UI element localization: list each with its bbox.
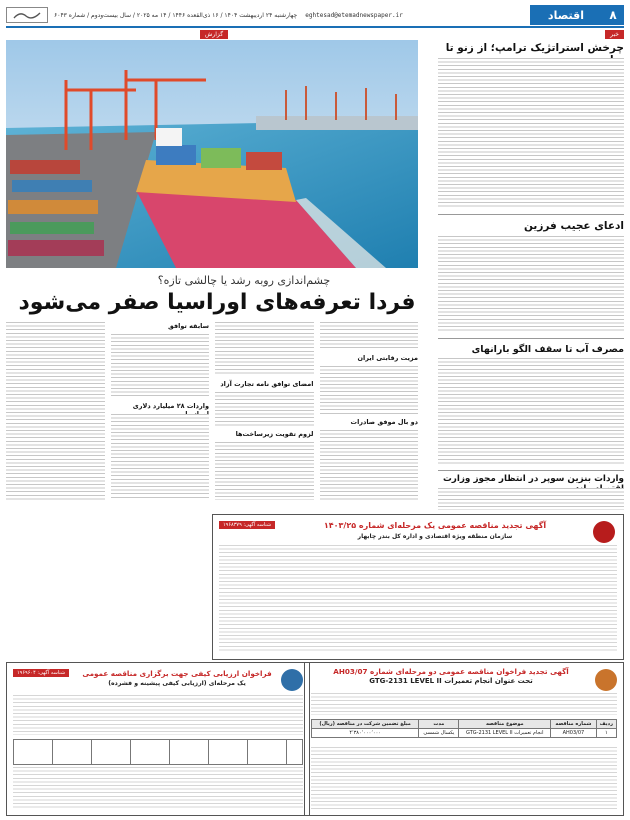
- table-cell: ۴٬۳۸۰٬۰۰۰٬۰۰۰: [312, 729, 419, 738]
- report-subhead: دو بال موفق صادرات: [350, 418, 418, 426]
- report-subhead: واردات ۲۸ میلیارد دلاری: [132, 402, 209, 410]
- organization-emblem-icon: [593, 521, 615, 543]
- report-columns: [6, 322, 418, 500]
- story-gasoline-title[interactable]: واردات بنزین سوپر در انتظار مجوز وزارت: [442, 474, 624, 484]
- ad-subtitle: سازمان منطقه ویژه اقتصادی و اداره کل بندر چابهار: [357, 533, 513, 540]
- masthead: [6, 4, 624, 28]
- report-kicker: چشم‌اندازی روبه رشد یا چالشی تازه؟: [157, 274, 331, 287]
- report-column-text: [6, 322, 105, 500]
- ad-title: فراخوان ارزیابی کیفی جهت برگزاری مناقصه عمومی: [82, 669, 272, 678]
- right-news-column: [438, 30, 624, 510]
- table-header: مدت: [419, 720, 459, 729]
- tender-table: [311, 719, 617, 738]
- news-tag: خبر: [605, 30, 624, 39]
- table-cell: یکسال شمسی: [419, 729, 459, 738]
- table-header: مبلغ تضمین شرکت در مناقصه (ریال): [312, 720, 419, 729]
- story-water-title[interactable]: مصرف آب تا سقف الگو بارانهای: [471, 344, 624, 355]
- ad-summary-table: [13, 739, 303, 765]
- ad-body-text: [13, 767, 303, 809]
- ad-subtitle: یک مرحله‌ای (ارزیابی کیفی پیشینه و فشرده): [108, 680, 246, 687]
- ad-body-text: [311, 747, 617, 809]
- story-farzin-body: [438, 236, 624, 332]
- ad-title: آگهی تجدید فراخوان مناقصه عمومی دو مرحله‌ای شماره AH03/07: [333, 667, 569, 676]
- report-subhead: امضای توافق نامه تجارت آزاد: [220, 380, 314, 388]
- report-column: [320, 322, 419, 500]
- report-column-text: [215, 322, 314, 376]
- report-column-text: [215, 442, 314, 500]
- report-subhead: مزیت رقابتی ایران: [357, 354, 418, 362]
- table-cell: AH03/07: [551, 729, 597, 738]
- container-ship-photo: [6, 40, 418, 268]
- story-divider: [438, 214, 624, 215]
- page-number: ۸: [602, 5, 624, 25]
- port-illustration: [6, 40, 418, 268]
- report-column: [6, 322, 105, 500]
- story-gasoline-body: [438, 488, 624, 510]
- website-address[interactable]: eghtesad@etemadnewspaper.ir: [305, 11, 403, 19]
- report-column-text: [215, 392, 314, 426]
- table-cell: انجام تعمیرات GTG-2131 LEVEL II: [459, 729, 551, 738]
- report-column: [215, 322, 314, 500]
- ad-title: آگهی تجدید مناقصه عمومی یک مرحله‌ای شماره ۱۴۰۳/۲۵: [323, 521, 547, 530]
- table-header: موضوع مناقصه: [459, 720, 551, 729]
- report-column-text: [320, 322, 419, 350]
- tender-ad-assessment: [6, 662, 310, 816]
- report-tag: گزارش: [200, 30, 228, 39]
- report-column: [111, 322, 210, 500]
- report-subhead: سابقه توافق: [167, 322, 209, 330]
- story-trump-body: [438, 58, 624, 208]
- report-subhead: لزوم تقویت زیرساخت‌ها: [235, 430, 314, 438]
- ad-code-badge: شناسه آگهی: ۱۹۶۹۶۰۴: [13, 669, 69, 677]
- report-headline[interactable]: فردا تعرفه‌های اوراسیا صفر می‌شود: [18, 290, 416, 315]
- story-farzin-title[interactable]: ادعای عجیب فرزین: [523, 220, 624, 232]
- table-header: شماره مناقصه: [551, 720, 597, 729]
- table-header-row: [312, 720, 617, 729]
- newspaper-logo: [6, 7, 48, 23]
- story-water-body: [438, 358, 624, 466]
- tender-ad-gtg: [304, 662, 624, 816]
- table-row: [312, 729, 617, 738]
- story-divider: [438, 338, 624, 339]
- report-column-text: [111, 414, 210, 500]
- ad-intro-text: [13, 695, 303, 735]
- story-trump-title[interactable]: چرخش استراتژیک ترامپ؛ از زنو تا: [445, 42, 624, 54]
- ad-body-text: [219, 545, 617, 653]
- tender-ad-chabahar: [212, 514, 624, 660]
- section-name: اقتصاد: [530, 5, 602, 25]
- report-column-text: [320, 430, 419, 500]
- report-column-text: [111, 334, 210, 398]
- logo-mark: [12, 10, 42, 20]
- ad-code-badge: شناسه آگهی: ۱۹۶۸۳۷۹: [219, 521, 275, 529]
- report-column-text: [320, 366, 419, 414]
- company-emblem-icon: [595, 669, 617, 691]
- table-cell: ۱: [596, 729, 616, 738]
- table-header: ردیف: [596, 720, 616, 729]
- date-line: چهارشنبه ۲۴ اردیبهشت ۱۴۰۴ / ۱۶ ذی‌القعده ۱۴۴۶ / ۱۴ مه ۲۰۲۵ / سال بیست‌ودوم / شماره ۶۰۴۳: [54, 11, 298, 19]
- company-emblem-icon: [281, 669, 303, 691]
- story-divider: [438, 470, 624, 471]
- ad-intro-text: [311, 693, 617, 715]
- ad-subtitle: تحت عنوان انجام تعمیرات GTG-2131 LEVEL II: [369, 677, 533, 685]
